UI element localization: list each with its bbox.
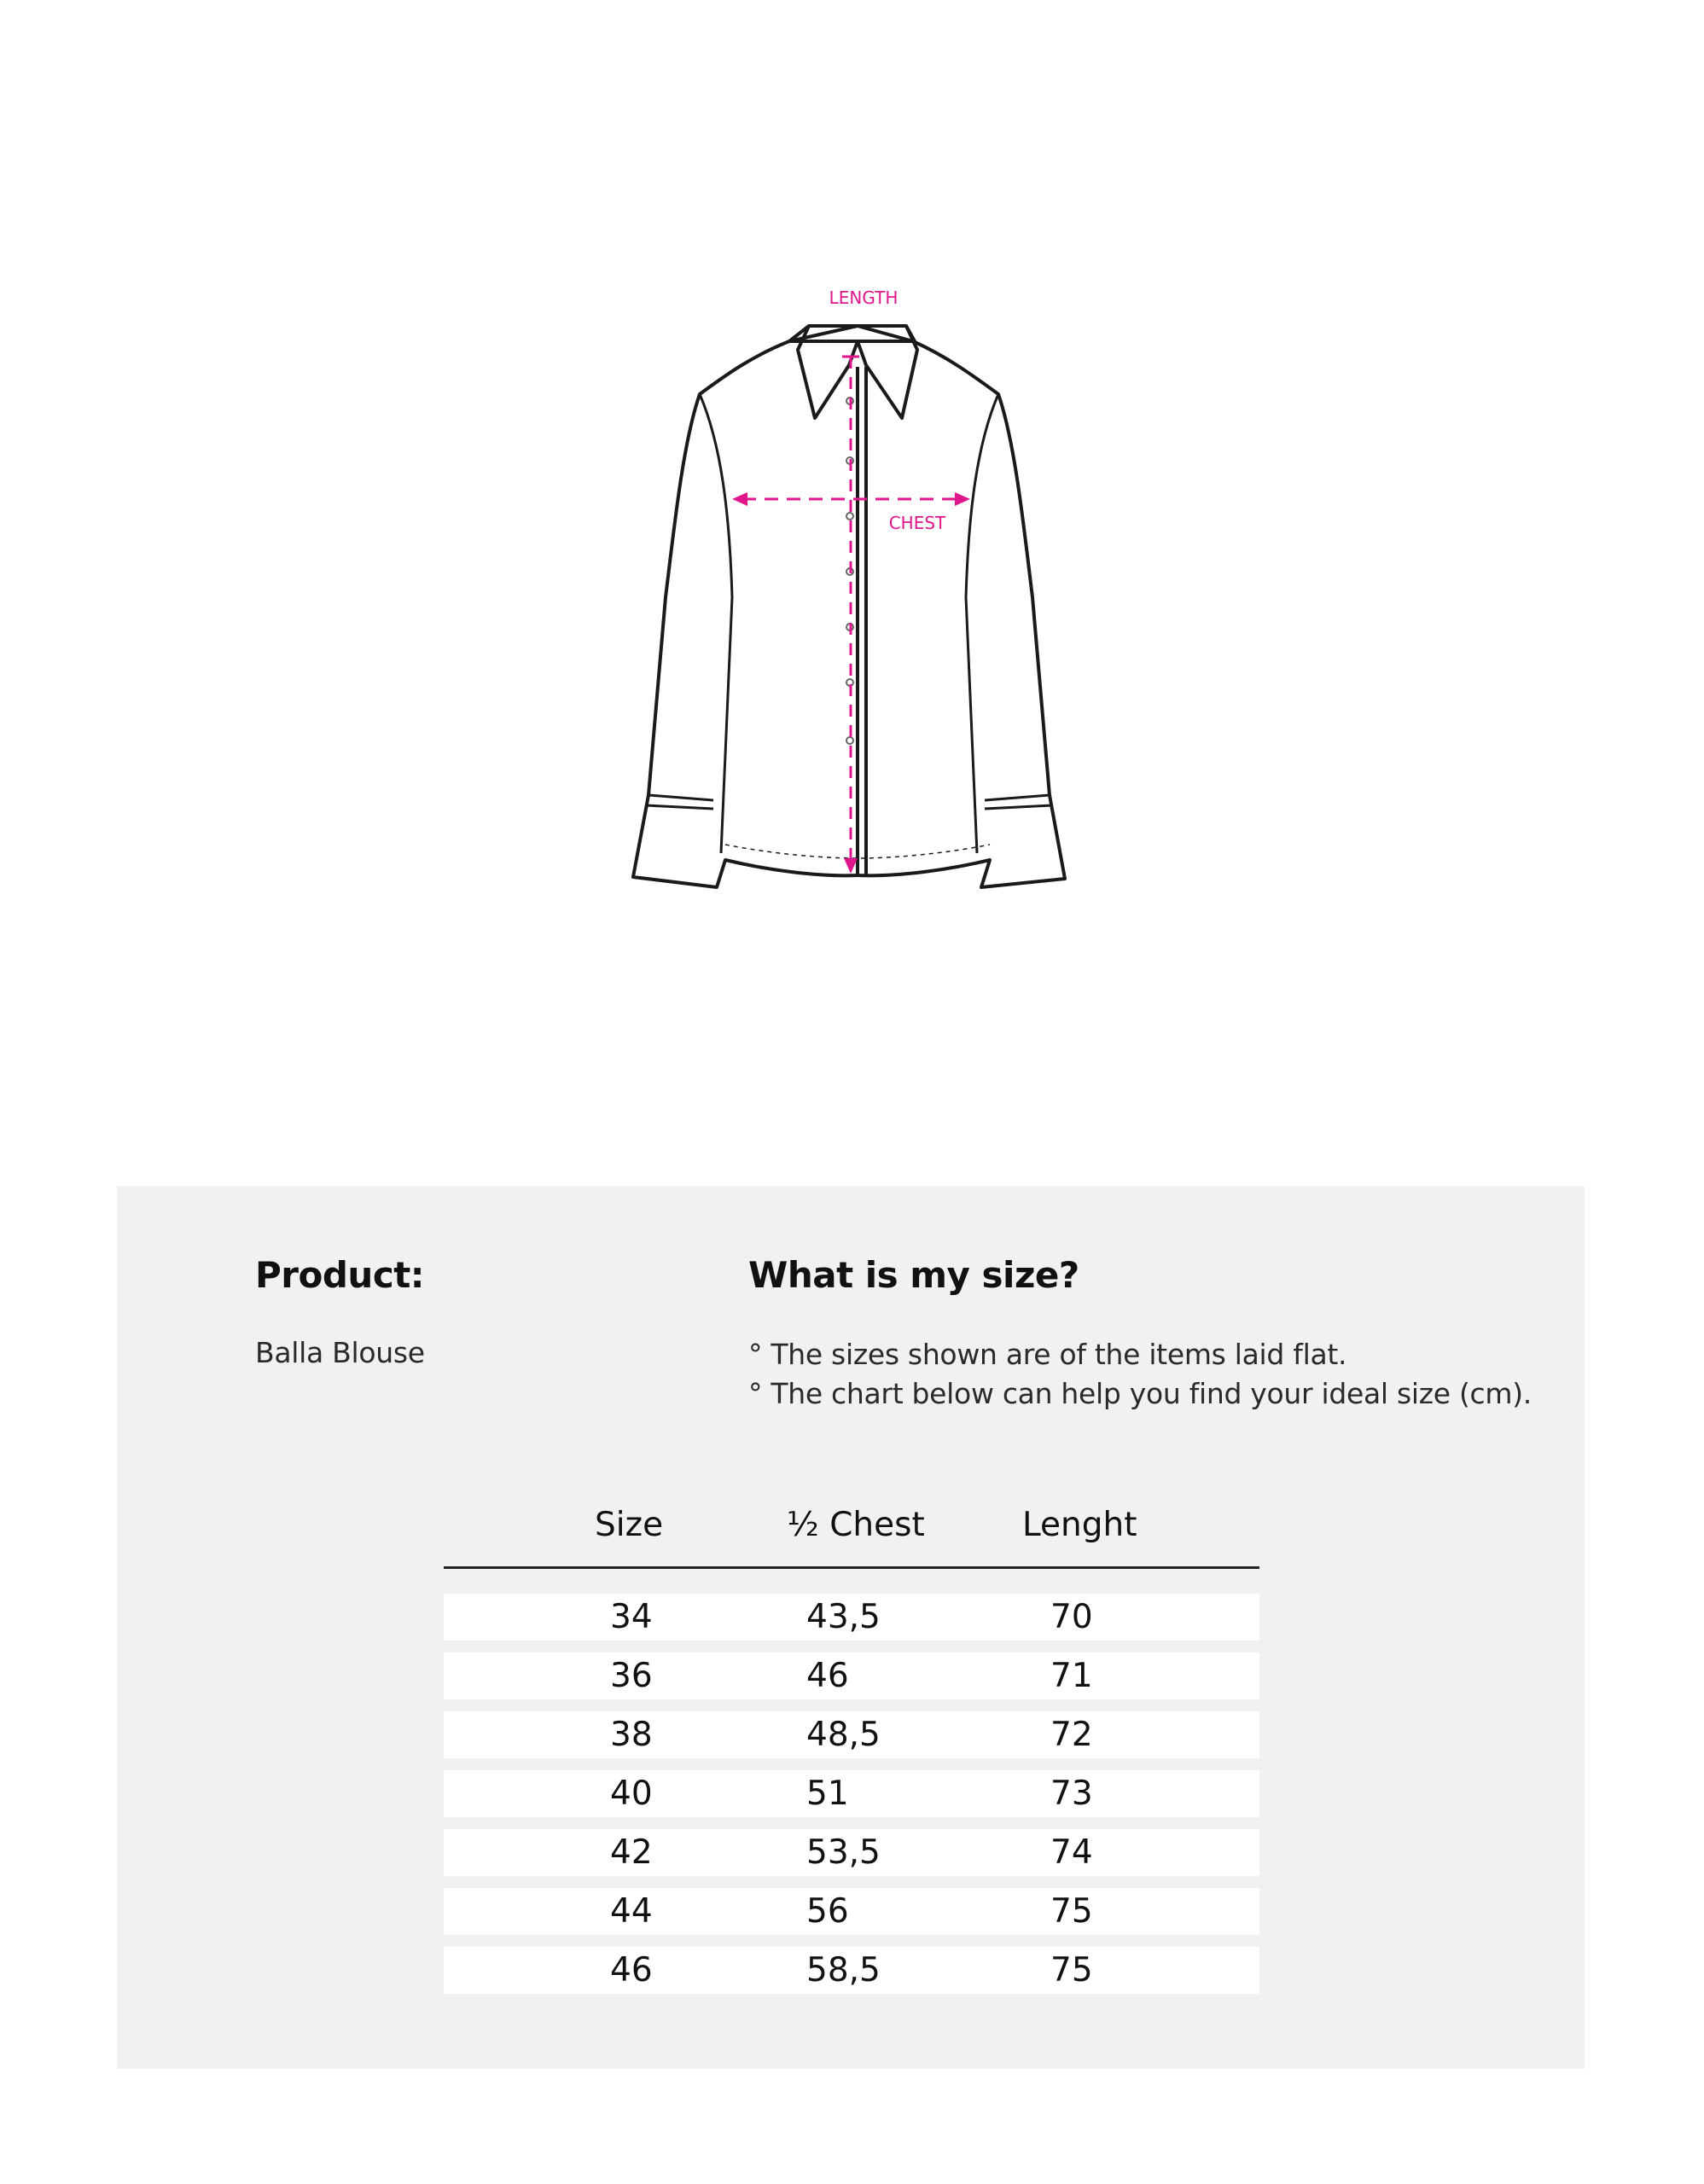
table-row	[444, 1770, 1259, 1817]
table-header-rule	[444, 1566, 1259, 1569]
cell-chest: 48,5	[806, 1716, 881, 1754]
cell-size: 34	[610, 1598, 653, 1636]
size-help-note: ° The chart below can help you find your ideal size (cm).	[748, 1377, 1532, 1410]
cell-length: 70	[1050, 1598, 1093, 1636]
cell-length: 74	[1050, 1833, 1093, 1872]
size-help-note: ° The sizes shown are of the items laid flat.	[748, 1338, 1347, 1371]
table-row	[444, 1653, 1259, 1699]
blouse-body-outline	[633, 326, 1065, 887]
cell-length: 73	[1050, 1774, 1093, 1813]
cell-chest: 51	[806, 1774, 849, 1813]
blouse-measurement-diagram	[0, 0, 1704, 938]
cell-length: 75	[1050, 1951, 1093, 1989]
table-row	[444, 1594, 1259, 1641]
cell-chest: 53,5	[806, 1833, 881, 1872]
table-header-size: Size	[595, 1506, 664, 1544]
table-header-length: Lenght	[1022, 1506, 1137, 1544]
cell-length: 71	[1050, 1657, 1093, 1695]
cell-chest: 46	[806, 1657, 849, 1695]
product-heading: Product:	[255, 1254, 425, 1296]
cell-size: 46	[610, 1951, 653, 1989]
table-header-chest: ½ Chest	[787, 1506, 925, 1544]
cell-length: 72	[1050, 1716, 1093, 1754]
size-help-heading: What is my size?	[748, 1254, 1079, 1296]
table-row	[444, 1829, 1259, 1876]
size-help-notes	[748, 1335, 1532, 1414]
cell-size: 42	[610, 1833, 653, 1872]
size-guide-panel	[117, 1186, 1585, 2069]
size-table-body	[444, 1594, 1259, 2006]
cell-length: 75	[1050, 1892, 1093, 1931]
cell-size: 38	[610, 1716, 653, 1754]
table-row	[444, 1888, 1259, 1935]
cell-size: 40	[610, 1774, 653, 1813]
cell-chest: 58,5	[806, 1951, 881, 1989]
length-label: LENGTH	[829, 288, 899, 308]
product-name: Balla Blouse	[255, 1336, 425, 1369]
cell-chest: 43,5	[806, 1598, 881, 1636]
table-row	[444, 1947, 1259, 1994]
chest-label: CHEST	[888, 513, 946, 533]
blouse-placket	[858, 367, 866, 875]
cell-chest: 56	[806, 1892, 849, 1931]
cell-size: 44	[610, 1892, 653, 1931]
table-row	[444, 1711, 1259, 1758]
cell-size: 36	[610, 1657, 653, 1695]
